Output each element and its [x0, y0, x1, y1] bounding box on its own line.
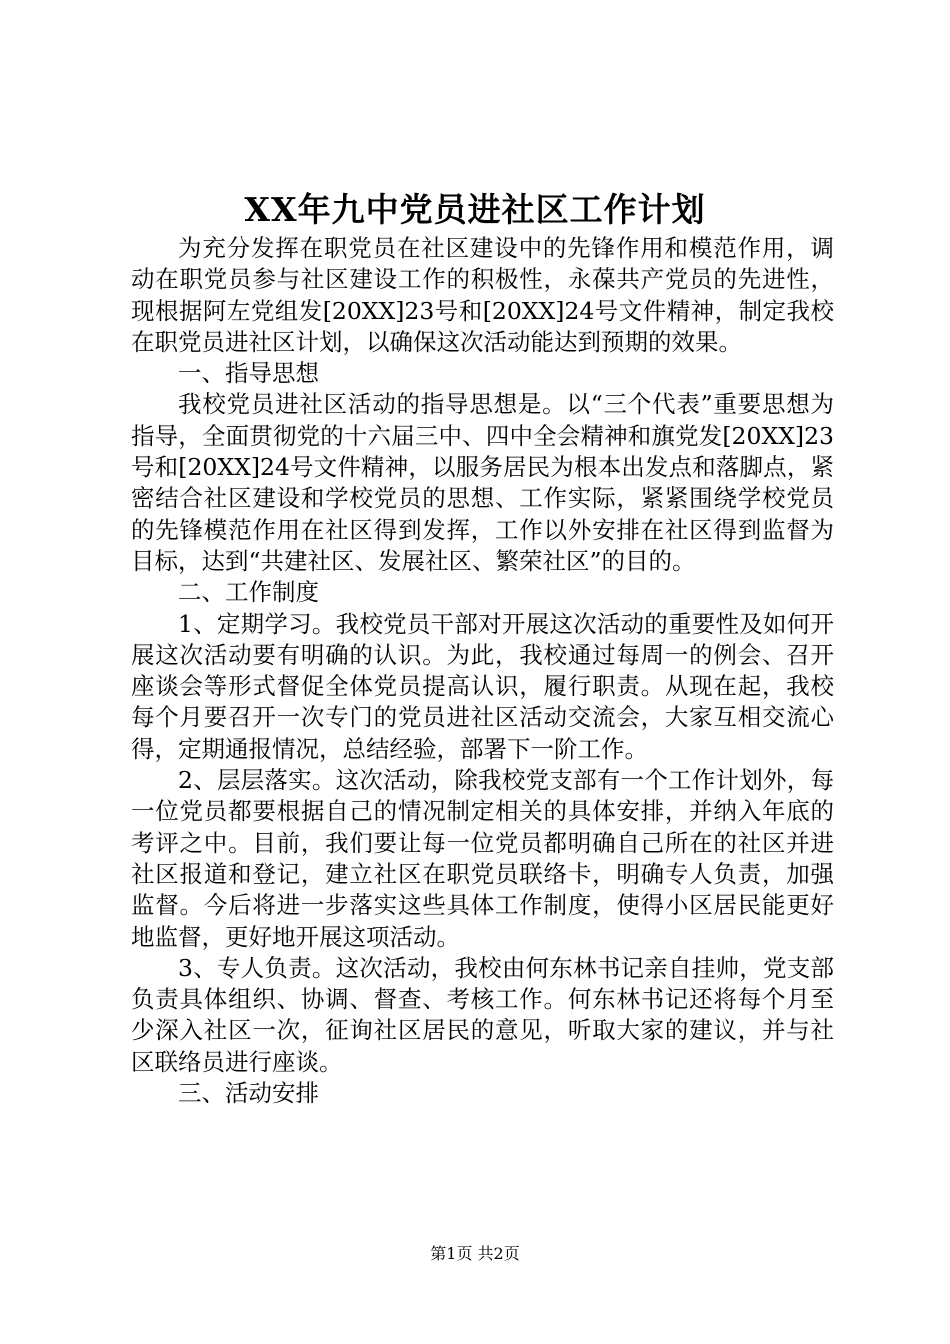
work-system-item-3: 3、专人负责。这次活动，我校由何东林书记亲自挂帅，党支部负责具体组织、协调、督查、考核工作。何东林书记还将每个月至少深入社区一次，征询社区居民的意见，听取大家的建议，并与社区联络员进行座谈。	[131, 953, 834, 1076]
guiding-thought-paragraph: 我校党员进社区活动的指导思想是。以“三个代表”重要思想为指导，全面贯彻党的十六届三中、四中全会精神和旗党发[20XX]23号和[20XX]24号文件精神，以服务居民为根本出发点和落脚点，紧密结合社区建设和学校党员的思想、工作实际，紧紧围绕学校党员的先锋模范作用在社区得到发挥，工作以外安排在社区得到监督为目标，达到“共建社区、发展社区、繁荣社区”的目的。	[131, 390, 834, 575]
section-heading-work-system: 二、工作制度	[178, 578, 319, 607]
page-footer: 第1页 共2页	[430, 1244, 520, 1263]
section-heading-guiding-thought: 一、指导思想	[178, 359, 319, 388]
work-system-item-2: 2、层层落实。这次活动，除我校党支部有一个工作计划外，每一位党员都要根据自己的情况制定相关的具体安排，并纳入年底的考评之中。目前，我们要让每一位党员都明确自己所在的社区并进社区报道和登记，建立社区在职党员联络卡，明确专人负责，加强监督。今后将进一步落实这些具体工作制度，使得小区居民能更好地监督，更好地开展这项活动。	[131, 766, 834, 951]
document-title: XX年九中党员进社区工作计划	[244, 190, 706, 229]
intro-paragraph: 为充分发挥在职党员在社区建设中的先锋作用和模范作用，调动在职党员参与社区建设工作的积极性，永葆共产党员的先进性，现根据阿左党组发[20XX]23号和[20XX]24号文件精神，制定我校在职党员进社区计划，以确保这次活动能达到预期的效果。	[131, 234, 834, 356]
work-system-item-1: 1、定期学习。我校党员干部对开展这次活动的重要性及如何开展这次活动要有明确的认识。为此，我校通过每周一的例会、召开座谈会等形式督促全体党员提高认识，履行职责。从现在起，我校每个月要召开一次专门的党员进社区活动交流会，大家互相交流心得，定期通报情况，总结经验，部署下一阶工作。	[131, 609, 834, 763]
document-body	[131, 233, 834, 1109]
section-heading-activity-arrangement: 三、活动安排	[178, 1079, 319, 1108]
